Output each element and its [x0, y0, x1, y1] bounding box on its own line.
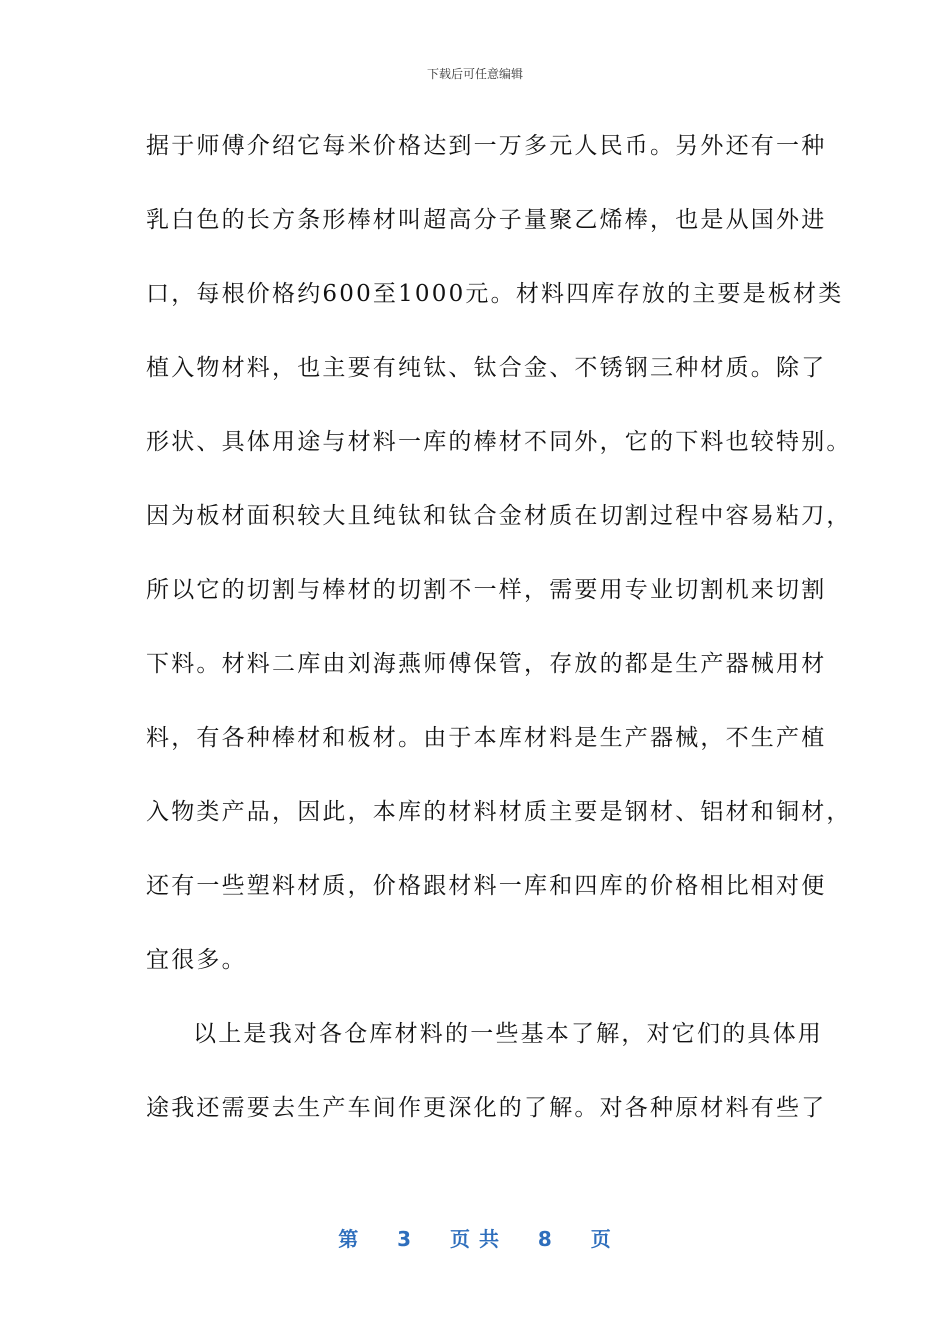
body-line: 因为板材面积较大且纯钛和钛合金材质在切割过程中容易粘刀，	[146, 503, 852, 529]
body-line: 口，每根价格约600至1000元。材料四库存放的主要是板材类	[146, 281, 844, 307]
body-line: 以上是我对各仓库材料的一些基本了解，对它们的具体用	[193, 1021, 823, 1047]
body-line: 途我还需要去生产车间作更深化的了解。对各种原材料有些了	[146, 1095, 827, 1121]
body-line: 据于师傅介绍它每米价格达到一万多元人民币。另外还有一种	[146, 133, 827, 159]
body-line: 形状、具体用途与材料一库的棒材不同外，它的下料也较特别。	[146, 429, 852, 455]
body-line: 植入物材料，也主要有纯钛、钛合金、不锈钢三种材质。除了	[146, 355, 827, 381]
body-line: 宜很多。	[146, 947, 247, 973]
body-line: 乳白色的长方条形棒材叫超高分子量聚乙烯棒，也是从国外进	[146, 207, 827, 233]
page-label-suffix: 页	[590, 1227, 612, 1251]
body-line: 所以它的切割与棒材的切割不一样，需要用专业切割机来切割	[146, 577, 827, 603]
body-line: 还有一些塑料材质，价格跟材料一库和四库的价格相比相对便	[146, 873, 827, 899]
total-pages-number: 8	[537, 1227, 553, 1251]
body-line: 下料。材料二库由刘海燕师傅保管，存放的都是生产器械用材	[146, 651, 827, 677]
page-label-mid: 页 共	[450, 1227, 500, 1251]
body-line: 料，有各种棒材和板材。由于本库材料是生产器械，不生产植	[146, 725, 827, 751]
body-line: 入物类产品，因此，本库的材料材质主要是钢材、铝材和铜材，	[146, 799, 852, 825]
current-page-number: 3	[397, 1227, 413, 1251]
page-header: 下载后可任意编辑	[426, 67, 523, 81]
page-footer	[0, 1226, 950, 1252]
page-label-prefix: 第	[338, 1227, 360, 1251]
